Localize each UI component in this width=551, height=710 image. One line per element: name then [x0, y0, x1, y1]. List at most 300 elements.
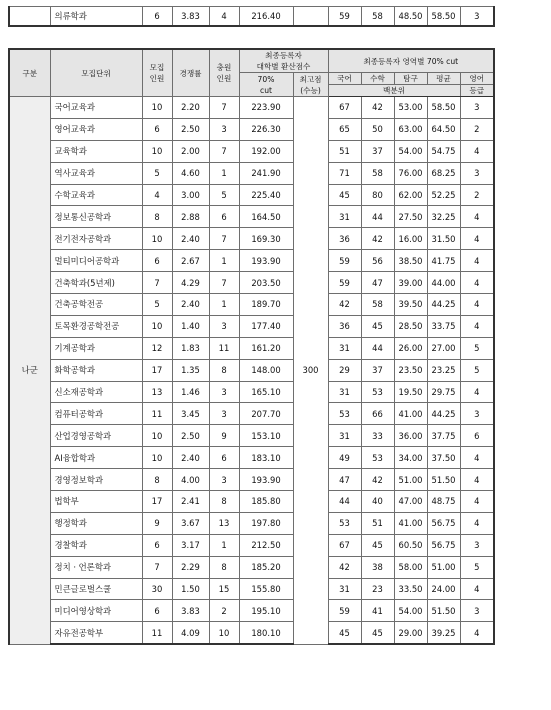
korean-value: 44 [328, 491, 361, 513]
math-value: 47 [361, 272, 394, 294]
english-grade-value: 4 [460, 206, 494, 228]
header-cut70: 70% cut [239, 73, 293, 97]
english-grade-value: 4 [460, 250, 494, 272]
unit-name: 산업경영공학과 [50, 425, 142, 447]
header-min-score: 최고점 (수능) [293, 73, 328, 97]
extra-value: 8 [209, 491, 239, 513]
korean-value: 49 [328, 447, 361, 469]
quota-value: 7 [142, 272, 172, 294]
table-row [9, 140, 494, 162]
quota-value: 7 [142, 556, 172, 578]
table-row [9, 403, 494, 425]
rate-value: 4.00 [172, 469, 209, 491]
rate-value: 2.40 [172, 447, 209, 469]
avg-value: 37.50 [427, 447, 460, 469]
rate-value: 2.41 [172, 491, 209, 513]
min-score-cell [293, 7, 328, 27]
math-value: 58 [361, 162, 394, 184]
korean-value: 53 [328, 403, 361, 425]
cut70-value: 161.20 [239, 337, 293, 359]
math-value: 80 [361, 184, 394, 206]
extra-value: 7 [209, 228, 239, 250]
english-grade-value: 5 [460, 359, 494, 381]
quota-value: 6 [142, 7, 172, 27]
math-value: 66 [361, 403, 394, 425]
cut70-value: 177.40 [239, 315, 293, 337]
unit-name: 법학부 [50, 491, 142, 513]
english-grade-value: 5 [460, 556, 494, 578]
extra-value: 13 [209, 512, 239, 534]
quota-value: 5 [142, 294, 172, 316]
table-row [9, 272, 494, 294]
inquiry-value: 54.00 [394, 600, 427, 622]
table-row [9, 491, 494, 513]
quota-value: 10 [142, 97, 172, 119]
unit-name: 민큰글로벌스쿨 [50, 578, 142, 600]
extra-value: 6 [209, 206, 239, 228]
header-area-group: 최종등록자 영역별 70% cut [328, 49, 494, 73]
extra-value: 3 [209, 118, 239, 140]
avg-value: 51.50 [427, 469, 460, 491]
table-row [9, 534, 494, 556]
cut70-value: 155.80 [239, 578, 293, 600]
rate-value: 3.00 [172, 184, 209, 206]
rate-value: 2.67 [172, 250, 209, 272]
quota-value: 5 [142, 162, 172, 184]
rate-value: 2.88 [172, 206, 209, 228]
quota-value: 6 [142, 600, 172, 622]
min-score-value: 300 [293, 97, 328, 645]
unit-name: 정치 · 언론학과 [50, 556, 142, 578]
rate-value: 2.50 [172, 118, 209, 140]
cut70-value: 197.80 [239, 512, 293, 534]
english-grade-value: 3 [460, 97, 494, 119]
unit-name: 컴퓨터공학과 [50, 403, 142, 425]
unit-name: 수학교육과 [50, 184, 142, 206]
avg-value: 31.50 [427, 228, 460, 250]
extra-value: 3 [209, 315, 239, 337]
math-value: 56 [361, 250, 394, 272]
korean-value: 53 [328, 512, 361, 534]
table-row [9, 447, 494, 469]
group-label: 나군 [9, 97, 50, 645]
extra-value: 10 [209, 622, 239, 644]
inquiry-value: 58.00 [394, 556, 427, 578]
avg-value: 32.25 [427, 206, 460, 228]
korean-value: 36 [328, 315, 361, 337]
korean-value: 71 [328, 162, 361, 184]
table-row [9, 600, 494, 622]
table-row [9, 425, 494, 447]
avg-value: 58.50 [427, 7, 460, 27]
table-row [9, 118, 494, 140]
header-math: 수학 [361, 73, 394, 85]
unit-name: 정보통신공학과 [50, 206, 142, 228]
extra-value: 7 [209, 97, 239, 119]
table-row [9, 381, 494, 403]
unit-name: 자유전공학부 [50, 622, 142, 644]
unit-name: 건축공학전공 [50, 294, 142, 316]
math-value: 42 [361, 228, 394, 250]
rate-value: 1.40 [172, 315, 209, 337]
extra-value: 9 [209, 425, 239, 447]
inquiry-value: 23.50 [394, 359, 427, 381]
header-inquiry: 탐구 [394, 73, 427, 85]
quota-value: 10 [142, 315, 172, 337]
inquiry-value: 51.00 [394, 469, 427, 491]
inquiry-value: 53.00 [394, 97, 427, 119]
english-grade-value: 6 [460, 425, 494, 447]
inquiry-value: 47.00 [394, 491, 427, 513]
table-row [9, 556, 494, 578]
cut70-value: 169.30 [239, 228, 293, 250]
extra-value: 3 [209, 403, 239, 425]
table-row [9, 622, 494, 644]
unit-name: 토목환경공학전공 [50, 315, 142, 337]
cut70-value: 180.10 [239, 622, 293, 644]
unit-name: AI융합학과 [50, 447, 142, 469]
cut70-value: 189.70 [239, 294, 293, 316]
quota-value: 4 [142, 184, 172, 206]
inquiry-value: 27.50 [394, 206, 427, 228]
quota-value: 17 [142, 359, 172, 381]
rate-value: 1.46 [172, 381, 209, 403]
korean-value: 51 [328, 140, 361, 162]
table-row [9, 315, 494, 337]
quota-value: 10 [142, 140, 172, 162]
english-grade-value: 5 [460, 337, 494, 359]
math-value: 38 [361, 556, 394, 578]
extra-value: 1 [209, 250, 239, 272]
cut70-value: 212.50 [239, 534, 293, 556]
rate-value: 2.20 [172, 97, 209, 119]
header-unit: 모집단위 [50, 49, 142, 97]
english-grade-value: 3 [460, 600, 494, 622]
unit-name: 건축학과(5년제) [50, 272, 142, 294]
quota-value: 17 [142, 491, 172, 513]
rate-value: 3.45 [172, 403, 209, 425]
math-value: 53 [361, 447, 394, 469]
quota-value: 9 [142, 512, 172, 534]
avg-value: 44.00 [427, 272, 460, 294]
rate-value: 3.17 [172, 534, 209, 556]
avg-value: 56.75 [427, 534, 460, 556]
unit-name: 국어교육과 [50, 97, 142, 119]
unit-name: 전기전자공학과 [50, 228, 142, 250]
previous-page-tail-table [8, 6, 495, 27]
inquiry-value: 19.50 [394, 381, 427, 403]
math-value: 37 [361, 359, 394, 381]
table-row [9, 294, 494, 316]
unit-name: 신소재공학과 [50, 381, 142, 403]
korean-value: 45 [328, 622, 361, 644]
korean-value: 59 [328, 600, 361, 622]
english-grade-value: 2 [460, 184, 494, 206]
korean-value: 42 [328, 294, 361, 316]
table-row [9, 578, 494, 600]
rate-value: 2.40 [172, 228, 209, 250]
avg-value: 64.50 [427, 118, 460, 140]
extra-value: 6 [209, 447, 239, 469]
quota-value: 10 [142, 425, 172, 447]
cut70-value: 183.10 [239, 447, 293, 469]
header-row [9, 49, 494, 73]
unit-name: 경찰학과 [50, 534, 142, 556]
cut70-value: 226.30 [239, 118, 293, 140]
korean-value: 31 [328, 337, 361, 359]
header-rate: 경쟁률 [172, 49, 209, 97]
avg-value: 54.75 [427, 140, 460, 162]
extra-value: 5 [209, 184, 239, 206]
avg-value: 24.00 [427, 578, 460, 600]
extra-value: 1 [209, 294, 239, 316]
quota-value: 6 [142, 534, 172, 556]
cut70-value: 193.90 [239, 469, 293, 491]
math-value: 42 [361, 469, 394, 491]
avg-value: 68.25 [427, 162, 460, 184]
avg-value: 51.00 [427, 556, 460, 578]
rate-value: 2.40 [172, 294, 209, 316]
inquiry-value: 28.50 [394, 315, 427, 337]
math-value: 37 [361, 140, 394, 162]
korean-value: 59 [328, 7, 361, 27]
extra-value: 1 [209, 162, 239, 184]
extra-value: 3 [209, 381, 239, 403]
header-extra: 충원 인원 [209, 49, 239, 97]
english-grade-value: 2 [460, 118, 494, 140]
cut70-value: 225.40 [239, 184, 293, 206]
table-row [9, 162, 494, 184]
cut70-value: 192.00 [239, 140, 293, 162]
avg-value: 58.50 [427, 97, 460, 119]
inquiry-value: 29.00 [394, 622, 427, 644]
quota-value: 12 [142, 337, 172, 359]
avg-value: 33.75 [427, 315, 460, 337]
table-row [9, 337, 494, 359]
quota-value: 10 [142, 447, 172, 469]
korean-value: 45 [328, 184, 361, 206]
korean-value: 36 [328, 228, 361, 250]
unit-name: 미디어영상학과 [50, 600, 142, 622]
rate-value: 2.50 [172, 425, 209, 447]
english-grade-value: 4 [460, 140, 494, 162]
inquiry-value: 41.00 [394, 403, 427, 425]
math-value: 45 [361, 534, 394, 556]
table-row [9, 469, 494, 491]
quota-value: 30 [142, 578, 172, 600]
english-grade-value: 4 [460, 447, 494, 469]
avg-value: 56.75 [427, 512, 460, 534]
rate-value: 4.29 [172, 272, 209, 294]
avg-value: 52.25 [427, 184, 460, 206]
math-value: 50 [361, 118, 394, 140]
math-value: 44 [361, 337, 394, 359]
table-row [9, 228, 494, 250]
avg-value: 37.75 [427, 425, 460, 447]
avg-value: 29.75 [427, 381, 460, 403]
header-quota: 모집 인원 [142, 49, 172, 97]
inquiry-value: 39.00 [394, 272, 427, 294]
header-grade: 등급 [460, 85, 494, 97]
extra-value: 8 [209, 359, 239, 381]
math-value: 51 [361, 512, 394, 534]
korean-value: 47 [328, 469, 361, 491]
korean-value: 29 [328, 359, 361, 381]
inquiry-value: 36.00 [394, 425, 427, 447]
extra-value: 7 [209, 140, 239, 162]
korean-value: 31 [328, 206, 361, 228]
rate-value: 3.83 [172, 600, 209, 622]
unit-name: 멀티미디어공학과 [50, 250, 142, 272]
cut70-value: 241.90 [239, 162, 293, 184]
math-value: 33 [361, 425, 394, 447]
avg-value: 44.25 [427, 403, 460, 425]
inquiry-value: 39.50 [394, 294, 427, 316]
math-value: 58 [361, 294, 394, 316]
english-grade-value: 3 [460, 7, 494, 27]
korean-value: 42 [328, 556, 361, 578]
inquiry-value: 33.50 [394, 578, 427, 600]
korean-value: 67 [328, 97, 361, 119]
unit-name: 교육학과 [50, 140, 142, 162]
extra-value: 3 [209, 469, 239, 491]
avg-value: 39.25 [427, 622, 460, 644]
header-korean: 국어 [328, 73, 361, 85]
quota-value: 8 [142, 206, 172, 228]
cut70-value: 207.70 [239, 403, 293, 425]
math-value: 58 [361, 7, 394, 27]
avg-value: 41.75 [427, 250, 460, 272]
english-grade-value: 4 [460, 469, 494, 491]
cut70-value: 193.90 [239, 250, 293, 272]
rate-value: 1.50 [172, 578, 209, 600]
header-avg: 평균 [427, 73, 460, 85]
cut70-value: 148.00 [239, 359, 293, 381]
korean-value: 59 [328, 272, 361, 294]
inquiry-value: 54.00 [394, 140, 427, 162]
unit-name: 역사교육과 [50, 162, 142, 184]
korean-value: 31 [328, 425, 361, 447]
avg-value: 44.25 [427, 294, 460, 316]
korean-value: 67 [328, 534, 361, 556]
english-grade-value: 4 [460, 622, 494, 644]
math-value: 44 [361, 206, 394, 228]
unit-name: 화학공학과 [50, 359, 142, 381]
cut70-value: 164.50 [239, 206, 293, 228]
english-grade-value: 3 [460, 162, 494, 184]
extra-value: 11 [209, 337, 239, 359]
english-grade-value: 3 [460, 534, 494, 556]
admission-results-table [8, 48, 495, 645]
table-row [9, 250, 494, 272]
table-row [9, 359, 494, 381]
avg-value: 48.75 [427, 491, 460, 513]
rate-value: 2.29 [172, 556, 209, 578]
math-value: 41 [361, 600, 394, 622]
rate-value: 3.83 [172, 7, 209, 27]
quota-value: 10 [142, 228, 172, 250]
table-row [9, 184, 494, 206]
math-value: 45 [361, 622, 394, 644]
english-grade-value: 4 [460, 578, 494, 600]
quota-value: 13 [142, 381, 172, 403]
rate-value: 1.83 [172, 337, 209, 359]
korean-value: 31 [328, 381, 361, 403]
rate-value: 2.00 [172, 140, 209, 162]
unit-name: 의류학과 [50, 7, 142, 27]
inquiry-value: 63.00 [394, 118, 427, 140]
unit-name: 경영정보학과 [50, 469, 142, 491]
table-row [9, 206, 494, 228]
math-value: 40 [361, 491, 394, 513]
unit-name: 영어교육과 [50, 118, 142, 140]
table-row [9, 512, 494, 534]
unit-name: 기계공학과 [50, 337, 142, 359]
inquiry-value: 34.00 [394, 447, 427, 469]
math-value: 23 [361, 578, 394, 600]
inquiry-value: 26.00 [394, 337, 427, 359]
quota-value: 6 [142, 118, 172, 140]
korean-value: 31 [328, 578, 361, 600]
quota-value: 11 [142, 622, 172, 644]
english-grade-value: 4 [460, 272, 494, 294]
english-grade-value: 4 [460, 315, 494, 337]
rate-value: 4.09 [172, 622, 209, 644]
extra-value: 1 [209, 534, 239, 556]
korean-value: 65 [328, 118, 361, 140]
header-final-group: 최종등록자 대학별 환산점수 [239, 49, 328, 73]
inquiry-value: 41.00 [394, 512, 427, 534]
extra-value: 8 [209, 556, 239, 578]
english-grade-value: 4 [460, 381, 494, 403]
english-grade-value: 4 [460, 228, 494, 250]
cut70-value: 185.80 [239, 491, 293, 513]
table-row [9, 97, 494, 119]
extra-value: 4 [209, 7, 239, 27]
quota-value: 8 [142, 469, 172, 491]
inquiry-value: 16.00 [394, 228, 427, 250]
quota-value: 6 [142, 250, 172, 272]
inquiry-value: 60.50 [394, 534, 427, 556]
header-gubun: 구분 [9, 49, 50, 97]
english-grade-value: 3 [460, 403, 494, 425]
inquiry-value: 62.00 [394, 184, 427, 206]
rate-value: 3.67 [172, 512, 209, 534]
math-value: 42 [361, 97, 394, 119]
avg-value: 23.25 [427, 359, 460, 381]
cut70-value: 153.10 [239, 425, 293, 447]
inquiry-value: 38.50 [394, 250, 427, 272]
rate-value: 4.60 [172, 162, 209, 184]
extra-value: 2 [209, 600, 239, 622]
extra-value: 15 [209, 578, 239, 600]
table-row [9, 7, 494, 27]
english-grade-value: 4 [460, 491, 494, 513]
english-grade-value: 4 [460, 512, 494, 534]
math-value: 53 [361, 381, 394, 403]
avg-value: 51.50 [427, 600, 460, 622]
math-value: 45 [361, 315, 394, 337]
unit-name: 행정학과 [50, 512, 142, 534]
korean-value: 59 [328, 250, 361, 272]
cut70-value: 203.50 [239, 272, 293, 294]
extra-value: 7 [209, 272, 239, 294]
inquiry-value: 76.00 [394, 162, 427, 184]
header-percentile: 백분위 [328, 85, 460, 97]
quota-value: 11 [142, 403, 172, 425]
cut70-value: 165.10 [239, 381, 293, 403]
cut70-value: 195.10 [239, 600, 293, 622]
